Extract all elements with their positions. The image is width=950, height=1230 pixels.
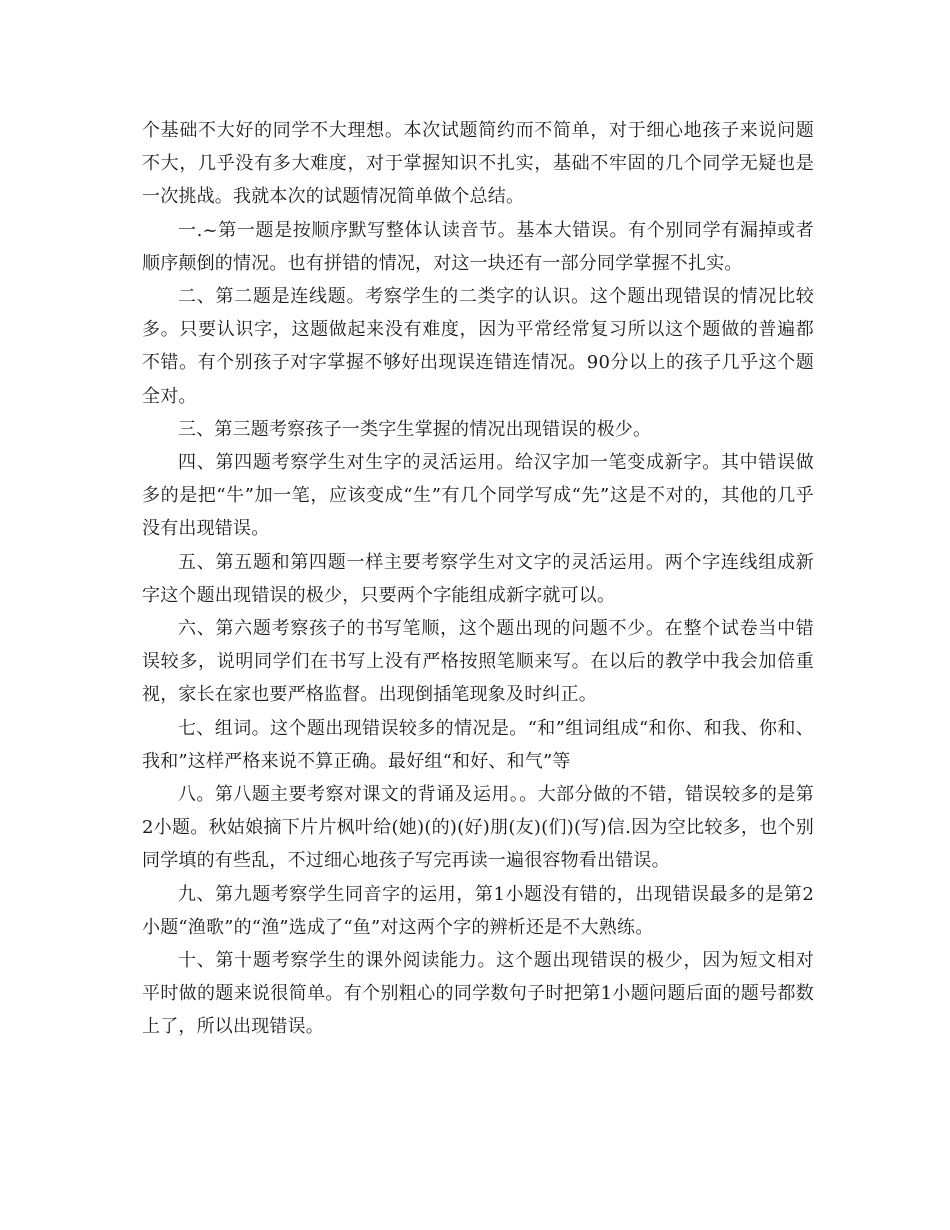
paragraph-intro: 个基础不大好的同学不大理想。本次试题简约而不简单，对于细心地孩子来说问题不大，几乎没有多大难度，对于掌握知识不扎实，基础不牢固的几个同学无疑也是一次挑战。我就本次的试题情况简单做个总结。	[142, 120, 814, 208]
paragraph-item-5: 五、第五题和第四题一样主要考察学生对文字的灵活运用。两个字连线组成新字这个题出现错误的极少，只要两个字能组成新字就可以。	[142, 551, 814, 606]
paragraph-item-6: 六、第六题考察孩子的书写笔顺，这个题出现的问题不少。在整个试卷当中错误较多，说明同学们在书写上没有严格按照笔顺来写。在以后的教学中我会加倍重视，家长在家也要严格监督。出现倒插笔现象及时纠正。	[142, 618, 814, 706]
paragraph-item-4: 四、第四题考察学生对生字的灵活运用。给汉字加一笔变成新字。其中错误做多的是把“牛”加一笔，应该变成“生”有几个同学写成“先”这是不对的，其他的几乎没有出现错误。	[142, 452, 814, 540]
paragraph-item-2: 二、第二题是连线题。考察学生的二类字的认识。这个题出现错误的情况比较多。只要认识字，这题做起来没有难度，因为平常经常复习所以这个题做的普遍都不错。有个别孩子对字掌握不够好出现误连错连情况。90分以上的孩子几乎这个题全对。	[142, 286, 814, 407]
paragraph-item-3: 三、第三题考察孩子一类字生掌握的情况出现错误的极少。	[178, 418, 652, 440]
paragraph-item-9: 九、第九题考察学生同音字的运用，第1小题没有错的，出现错误最多的是第2小题“渔歌”的“渔”选成了“鱼”对这两个字的辨析还是不大熟练。	[142, 883, 814, 938]
paragraph-item-1: 一.~第一题是按顺序默写整体认读音节。基本大错误。有个别同学有漏掉或者顺序颠倒的情况。也有拼错的情况，对这一块还有一部分同学掌握不扎实。	[142, 219, 814, 274]
document-body	[142, 114, 814, 1044]
paragraph-item-10: 十、第十题考察学生的课外阅读能力。这个题出现错误的极少，因为短文相对平时做的题来说很简单。有个别粗心的同学数句子时把第1小题问题后面的题号都数上了，所以出现错误。	[142, 950, 814, 1038]
paragraph-item-7: 七、组词。这个题出现错误较多的情况是。“和”组词组成“和你、和我、你和、我和”这样严格来说不算正确。最好组“和好、和气”等	[142, 717, 814, 772]
paragraph-item-8: 八。第八题主要考察对课文的背诵及运用。。大部分做的不错，错误较多的是第2小题。秋姑娘摘下片片枫叶给(她)(的)(好)朋(友)(们)(写)信.因为空比较多，也个别同学填的有些乱，不过细心地孩子写完再读一遍很容物看出错误。	[142, 784, 814, 872]
